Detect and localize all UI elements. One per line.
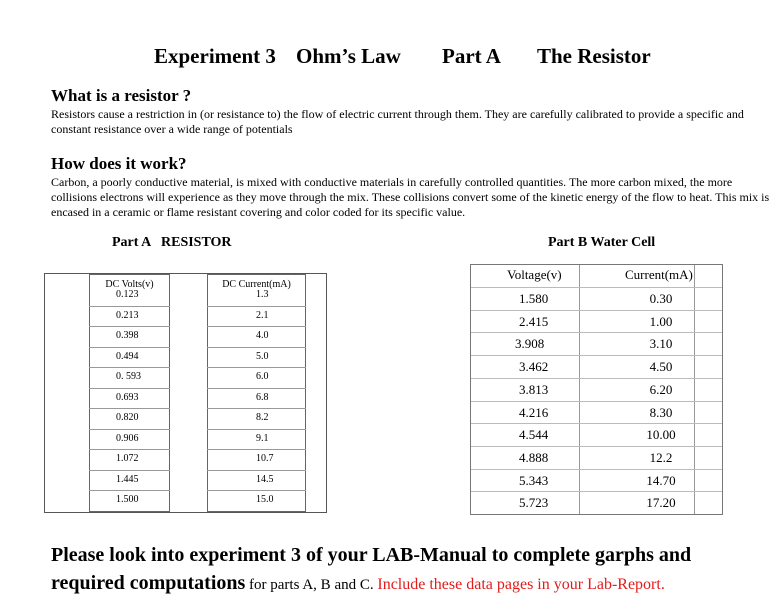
part-b-current-cell: 10.00: [646, 427, 676, 443]
title-experiment: Experiment 3: [154, 44, 276, 68]
part-a-row-divider: [89, 388, 170, 389]
part-a-row-divider: [89, 326, 170, 327]
part-b-label: Part B Water Cell: [548, 235, 656, 250]
part-a-current-cell: 9.1: [256, 432, 269, 444]
part-b-row-divider: [471, 469, 722, 470]
part-b-voltage-cell: 3.462: [519, 359, 549, 375]
part-a-volts-cell: 0.906: [116, 432, 139, 444]
part-a-row-divider: [89, 367, 170, 368]
part-a-volts-cell: 0. 593: [116, 371, 141, 382]
part-b-voltage-cell: 4.544: [519, 427, 549, 443]
part-a-row-divider: [89, 347, 170, 348]
part-a-current-cell: 1.3: [256, 289, 269, 300]
part-b-voltage-cell: 4.216: [519, 404, 549, 420]
part-a-row-divider: [207, 490, 306, 491]
page-title: [0, 44, 779, 70]
footer-instruction-line-1: Please look into experiment 3 of your LAB-Manual to complete garphs and: [51, 544, 692, 566]
part-b-row-divider: [471, 332, 722, 333]
part-a-row-divider: [207, 449, 306, 450]
part-b-row-divider: [471, 401, 722, 402]
part-b-voltage-cell: 1.580: [519, 291, 549, 306]
part-a-row-divider: [207, 470, 306, 471]
part-a-row-divider: [89, 408, 170, 409]
part-b-current-cell: 17.20: [646, 495, 676, 511]
part-a-row-divider: [89, 470, 170, 471]
part-b-current-cell: 14.70: [646, 472, 676, 488]
title-part: Part A: [442, 44, 501, 68]
section-text-what-is-resistor: Resistors cause a restriction in (or resistance to) the flow of electric current through them. They are carefully calibrated to provide a specific and constant resistance over a wide range of potentials: [51, 107, 744, 136]
part-a-volts-cell: 0.213: [116, 309, 139, 321]
section-text-how-it-works: Carbon, a poorly conductive material, is mixed with conductive materials in carefully controlled quantities. The more carbon mixed, the more collisions electrons will experience as they move through the mix. These collisions convert some of the kinetic energy of the flow to heat. This mix is encased in a ceramic or flame resistant covering and color coded for its specific value.: [51, 175, 770, 219]
part-a-row-divider: [89, 306, 170, 307]
part-a-label: Part A RESISTOR: [112, 235, 232, 250]
part-a-volts-cell: 0.123: [116, 289, 139, 300]
part-a-current-cell: 10.7: [256, 453, 274, 464]
part-a-row-divider: [89, 449, 170, 450]
part-a-volts-cell: 0.494: [116, 350, 139, 362]
part-a-volts-cell: 0.820: [116, 412, 139, 423]
part-a-current-cell: 15.0: [256, 494, 274, 505]
part-a-volts-cell: 1.445: [116, 473, 139, 485]
footer-small-text: for parts A, B and C.: [245, 577, 378, 593]
part-a-current-cell: 5.0: [256, 350, 269, 362]
footer-highlight-text: Include these data pages in your Lab-Report.: [377, 576, 665, 593]
part-b-voltage-cell: 5.723: [519, 495, 549, 511]
section-heading-how-it-works: How does it work?: [51, 154, 187, 173]
part-b-row-divider: [471, 378, 722, 379]
part-a-current-cell: 8.2: [256, 412, 269, 423]
part-b-row-divider: [471, 355, 722, 356]
part-a-current-cell: 6.0: [256, 371, 269, 382]
part-a-volts-cell: 0.693: [116, 391, 139, 403]
part-a-current-cell: 14.5: [256, 473, 274, 485]
part-b-voltage-cell: 4.888: [519, 449, 549, 465]
part-a-volts-cell: 1.072: [116, 453, 139, 464]
part-b-voltage-cell: 2.415: [519, 313, 549, 329]
part-b-voltage-header: Voltage(v): [507, 267, 562, 282]
part-a-table: [44, 273, 327, 513]
title-topic: Ohm’s Law: [296, 44, 401, 68]
footer-instruction-line-2: [51, 569, 779, 599]
part-a-row-divider: [89, 490, 170, 491]
part-a-volts-cell: 1.500: [116, 494, 139, 505]
part-a-row-divider: [207, 408, 306, 409]
part-b-current-cell: 8.30: [649, 404, 673, 420]
part-b-row-divider: [471, 287, 722, 288]
part-a-current-cell: 4.0: [256, 330, 269, 341]
part-b-row-divider: [471, 491, 722, 492]
part-a-row-divider: [207, 347, 306, 348]
title-subject: The Resistor: [537, 44, 651, 68]
part-b-table: [470, 264, 723, 515]
part-a-row-divider: [207, 326, 306, 327]
part-a-row-divider: [207, 429, 306, 430]
part-a-current-header: DC Current(mA): [222, 279, 291, 290]
part-b-row-divider: [471, 446, 722, 447]
part-b-voltage-cell: 3.813: [519, 381, 549, 397]
part-b-current-header: Current(mA): [625, 267, 693, 282]
part-b-current-cell: 0.30: [649, 291, 673, 306]
part-a-row-divider: [207, 306, 306, 307]
part-a-volts-header: DC Volts(v): [105, 279, 154, 290]
part-a-row-divider: [207, 388, 306, 389]
part-b-current-cell: 6.20: [649, 381, 673, 397]
part-a-row-divider: [207, 367, 306, 368]
part-b-current-cell: 4.50: [649, 359, 673, 375]
part-b-row-divider: [471, 423, 722, 424]
part-a-current-cell: 2.1: [256, 309, 269, 321]
part-b-current-cell: 3.10: [649, 336, 673, 352]
part-b-current-cell: 1.00: [649, 313, 673, 329]
part-b-voltage-cell: 3.908: [515, 336, 545, 352]
section-heading-what-is-resistor: What is a resistor ?: [51, 86, 192, 105]
part-b-row-divider: [471, 310, 722, 311]
part-a-row-divider: [89, 429, 170, 430]
part-b-voltage-cell: 5.343: [519, 472, 549, 488]
part-b-current-cell: 12.2: [649, 449, 673, 465]
footer-bold-text: required computations: [51, 572, 246, 594]
part-a-volts-cell: 0.398: [116, 330, 139, 341]
part-a-current-cell: 6.8: [256, 391, 269, 403]
part-b-column-divider: [579, 265, 580, 514]
